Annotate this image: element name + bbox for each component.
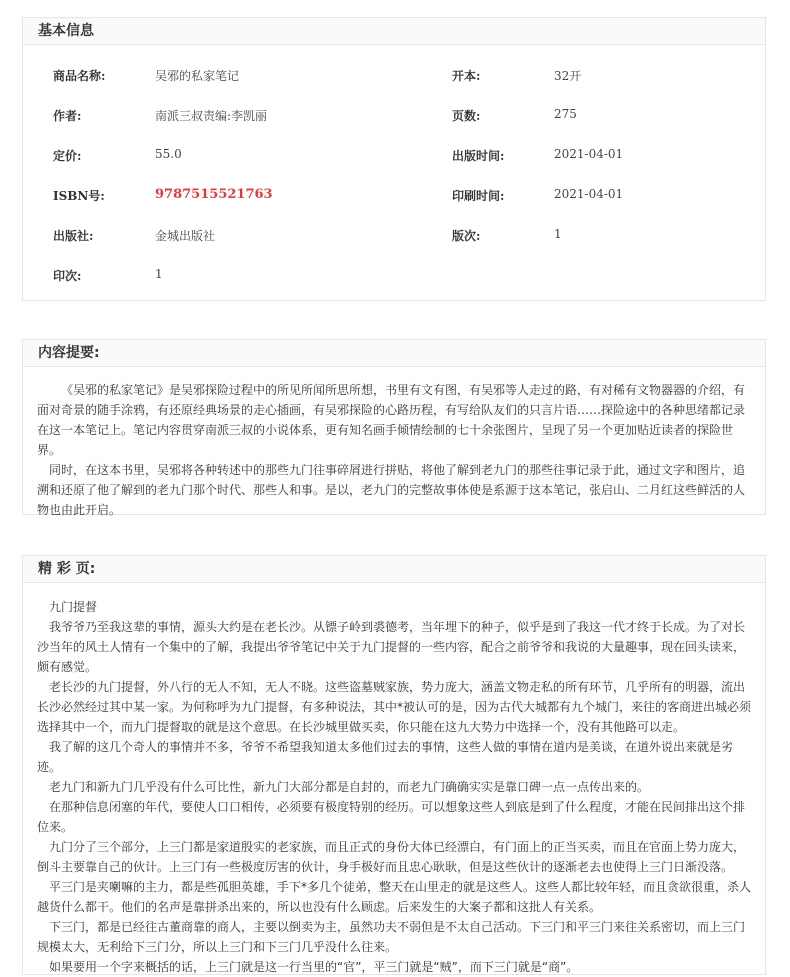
- publisher-label: 出版社:: [53, 229, 94, 243]
- basic-info-panel: [22, 17, 766, 301]
- summary-body: [23, 367, 765, 520]
- excerpt-paragraph: 老长沙的九门提督，外八行的无人不知，无人不晓。这些盗墓贼家族，势力庞大，涵盖文物走私的所有环节，几乎所有的明器，流出长沙必然经过其中某一家。为何称呼为九门提督，有多种说法，其中*被认可的是，因为古代大城都有九个城门，来往的客商进出城必须选择其中一个，而九门提督取的就是这个意思。在长沙城里做买卖，你只能在这九大势力中选择一个，没有其他路可以走。: [37, 680, 752, 734]
- excerpt-heading: 精 彩 页:: [23, 556, 765, 583]
- info-row: [23, 67, 765, 87]
- summary-paragraph: 同时，在这本书里，吴邪将各种转述中的那些九门往事碎屑进行拼贴，将他了解到老九门的那些往事记录于此，通过文字和图片，追溯和还原了他了解到的老九门那个时代、那些人和事。是以，老九门的完整故事体使是系源于这本笔记，张启山、二月红这些鲜活的人物也由此开启。: [37, 463, 746, 517]
- pages-value: 275: [554, 107, 577, 121]
- price-value: 55.0: [155, 147, 182, 161]
- excerpt-paragraph: 我了解的这几个奇人的事情并不多，爷爷不希望我知道太多他们过去的事情，这些人做的事情在道内是美谈，在道外说出来就是劣迹。: [37, 740, 734, 774]
- info-row: [23, 187, 765, 207]
- impression-label: 印次:: [53, 269, 82, 283]
- info-row: [23, 147, 765, 167]
- excerpt-paragraph: 在那种信息闭塞的年代，要使人口口相传，必须要有极度特别的经历。可以想象这些人到底是到了什么程度，才能在民间排出这个排位来。: [37, 800, 746, 834]
- author-value: 南派三叔责编:李凯丽: [155, 109, 268, 123]
- info-row: [23, 107, 765, 127]
- basic-info-heading: 基本信息: [23, 18, 765, 45]
- pages-label: 页数:: [452, 109, 481, 123]
- price-label: 定价:: [53, 149, 82, 163]
- excerpt-paragraph: 九门分了三个部分，上三门都是家道殷实的老家族，而且正式的身份大体已经漂白，有门面上的正当买卖，而且在官面上势力庞大，倒斗主要靠自己的伙计。上三门有一些极度厉害的伙计，身手极好而且忠心耿耿，但是这些伙计的逐渐老去也使得上三门日渐没落。: [37, 840, 746, 874]
- title-label: 商品名称:: [53, 69, 106, 83]
- excerpt-title: 九门提督: [49, 600, 98, 614]
- format-value: 32开: [554, 69, 582, 83]
- info-row: [23, 227, 765, 247]
- format-label: 开本:: [452, 69, 481, 83]
- excerpt-paragraph: 平三门是夹喇嘛的主力，都是些孤胆英雄，手下*多几个徒弟，整天在山里走的就是这些人。这些人都比较年轻，而且贪欲很重，杀人越货什么都干。他们的名声是靠拼杀出来的，所以也没有什么顾虑。后来发生的大案子都和这批人有关系。: [37, 880, 752, 914]
- excerpt-paragraph: 下三门，都是已经往古董商靠的商人，主要以倒卖为主，虽然功夫不弱但是不太自己活动。下三门和平三门来往关系密切，而上三门规模太大，无利给下三门分，所以上三门和下三门几乎没什么往来。: [37, 920, 746, 954]
- impression-value: 1: [155, 267, 163, 281]
- author-label: 作者:: [53, 109, 82, 123]
- excerpt-panel: [22, 555, 766, 975]
- excerpt-paragraph: 老九门和新九门几乎没有什么可比性，新九门大部分都是自封的，而老九门确确实实是靠口碑一点一点传出来的。: [49, 780, 650, 794]
- isbn-value: 9787515521763: [155, 187, 273, 202]
- summary-panel: [22, 339, 766, 515]
- publish-date-label: 出版时间:: [452, 149, 505, 163]
- isbn-label: ISBN号:: [53, 189, 105, 203]
- summary-heading: 内容提要:: [23, 340, 765, 367]
- publisher-value: 金城出版社: [155, 229, 216, 243]
- summary-paragraph: 《吴邪的私家笔记》是吴邪探险过程中的所见所闻所思所想，书里有文有图，有吴邪等人走过的路，有对稀有文物器器的介绍，有面对奇景的随手涂鸦，有还原经典场景的走心插画，有吴邪探险的心路历程，有写给队友们的只言片语……探险途中的各种思绪都记录在这一本笔记上。笔记内容贯穿南派三叔的小说体系，更有知名画手倾情绘制的七十余张图片，呈现了另一个更加贴近读者的探险世界。: [37, 383, 746, 457]
- publish-date-value: 2021-04-01: [554, 147, 624, 161]
- edition-label: 版次:: [452, 229, 481, 243]
- info-row: [23, 267, 765, 287]
- excerpt-paragraph: 如果要用一个字来概括的话，上三门就是这一行当里的“官”，平三门就是“贼”，而下三门就是“商”。: [49, 960, 579, 974]
- title-value: 吴邪的私家笔记: [155, 69, 240, 83]
- print-date-label: 印刷时间:: [452, 189, 505, 203]
- print-date-value: 2021-04-01: [554, 187, 624, 201]
- excerpt-body: [23, 583, 765, 977]
- excerpt-paragraph: 我爷爷乃至我这辈的事情，源头大约是在老长沙。从镖子岭到裘德考，当年埋下的种子，似乎是到了我这一代才终于长成。为了对长沙当年的风土人情有一个集中的了解，我提出爷爷笔记中关于九门提督的一些内容，配合之前爷爷和我说的大量趣事，现在回头读来，颇有感觉。: [37, 620, 746, 674]
- edition-value: 1: [554, 227, 562, 241]
